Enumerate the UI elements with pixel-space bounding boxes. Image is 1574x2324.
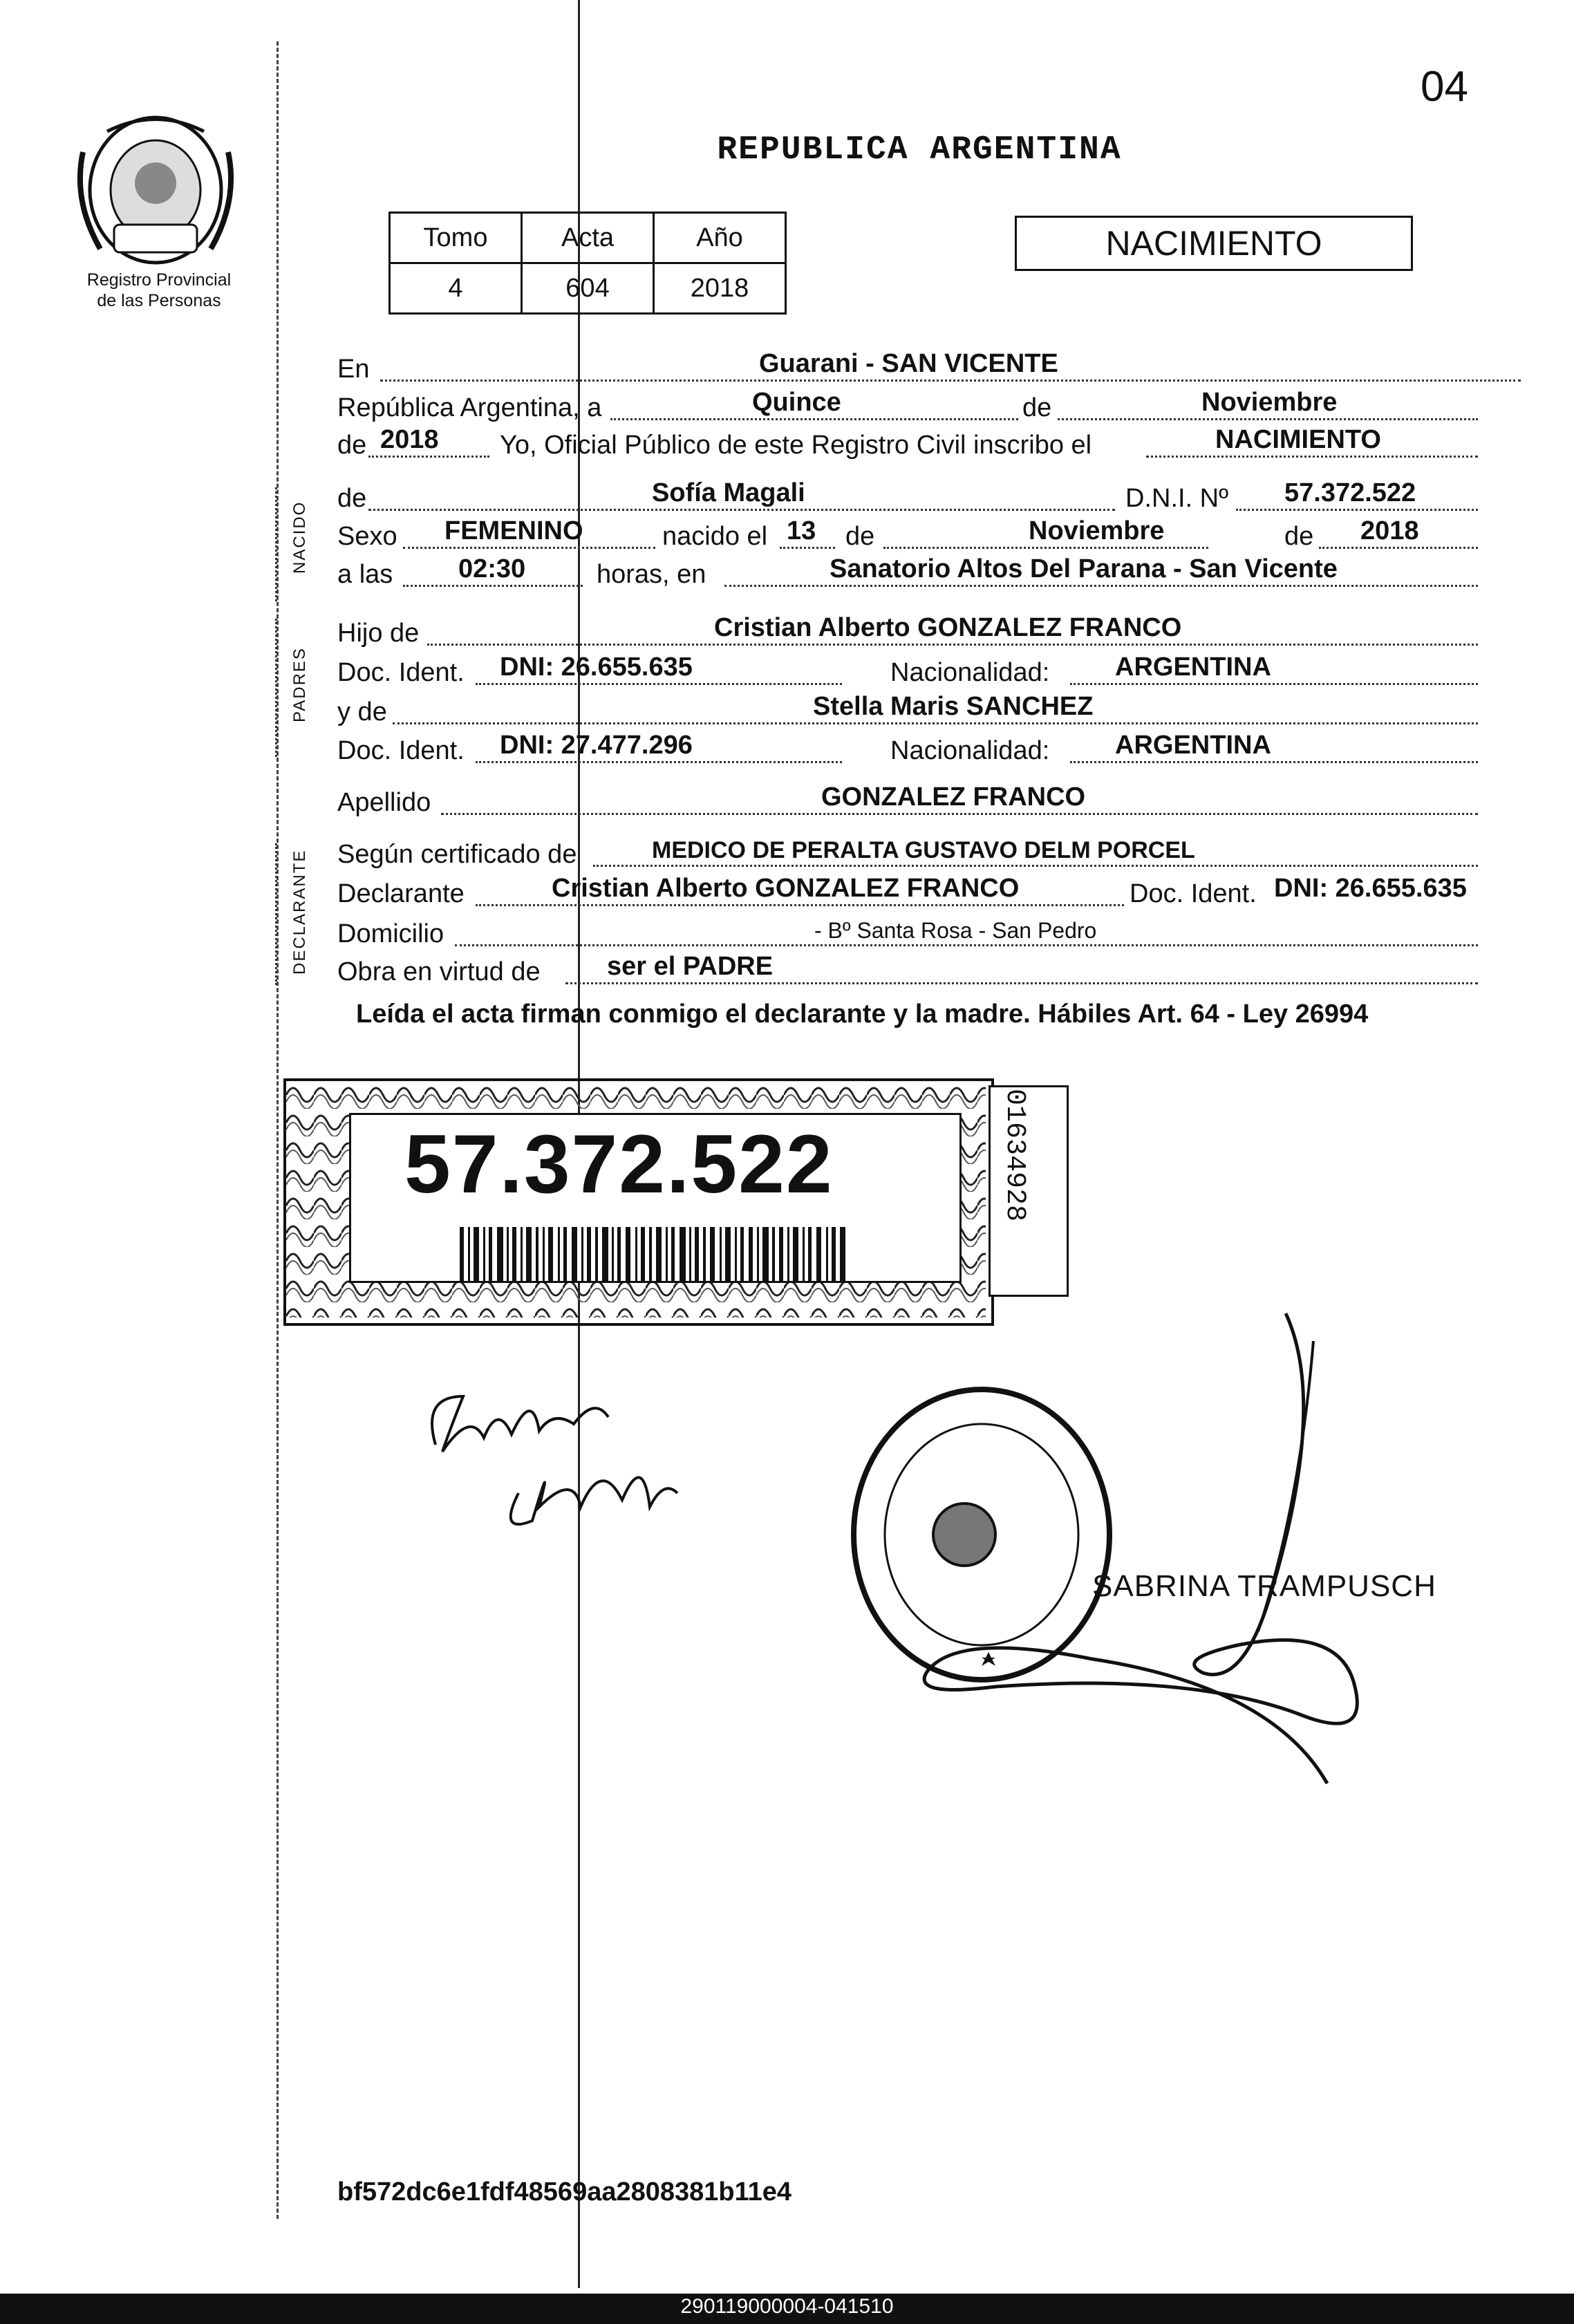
value-dni: 57.372.522: [1284, 478, 1416, 507]
header-acta: Acta: [522, 213, 654, 263]
seal-caption-line-1: Registro Provincial: [86, 270, 232, 290]
value-tomo: 4: [390, 263, 522, 314]
seal-caption-line-2: de las Personas: [97, 291, 221, 310]
value-declarant: Cristian Alberto GONZALEZ FRANCO: [552, 874, 1020, 903]
seal-caption: [55, 270, 263, 311]
row-year-act: [337, 427, 1478, 465]
label-yo-oficial: Yo, Oficial Público de este Registro Civil inscribo el: [500, 431, 1092, 460]
label-doc-ident-2: Doc. Ident.: [337, 736, 465, 765]
row-sex-birth: [337, 518, 1478, 556]
value-place: Guarani - SAN VICENTE: [759, 349, 1058, 378]
document-title: REPUBLICA ARGENTINA: [717, 131, 1122, 169]
row-surname: [337, 785, 1478, 822]
value-day-word: Quince: [752, 388, 841, 417]
footer-code: 290119000004-041510: [680, 2295, 894, 2318]
official-name: SABRINA TRAMPUSCH: [1092, 1569, 1436, 1603]
value-birth-day: 13: [787, 516, 816, 545]
value-birth-month: Noviembre: [1029, 516, 1165, 545]
row-address: [337, 916, 1478, 953]
label-de: de: [1018, 393, 1056, 423]
barcode: [460, 1227, 847, 1286]
stamp-number: 57.372.522: [404, 1118, 834, 1210]
record-type-box: NACIMIENTO: [1015, 216, 1413, 271]
label-dni: D.N.I. Nº: [1125, 484, 1228, 513]
value-father-nat: ARGENTINA: [1115, 653, 1271, 682]
row-name: [337, 480, 1478, 518]
label-declarante: Declarante: [337, 879, 465, 908]
value-month: Noviembre: [1201, 388, 1338, 417]
label-nacido-el: nacido el: [662, 522, 768, 551]
register-table: [388, 212, 787, 315]
label-sexo: Sexo: [337, 522, 397, 551]
row-mother-doc: [337, 733, 1478, 770]
value-by-virtue: ser el PADRE: [607, 952, 774, 981]
value-name: Sofía Magali: [652, 478, 805, 507]
label-a-las: a las: [337, 560, 393, 589]
value-father: Cristian Alberto GONZALEZ FRANCO: [714, 613, 1182, 642]
label-hijo-de: Hijo de: [337, 619, 420, 648]
page-number: 04: [1421, 63, 1468, 111]
serial-number: 01634928: [999, 1089, 1030, 1222]
value-anio: 2018: [654, 263, 786, 314]
value-acta: 604: [522, 263, 654, 314]
label-republica: República Argentina, a: [337, 393, 602, 422]
label-y-de: y de: [337, 697, 387, 727]
row-time-place: [337, 556, 1478, 594]
label-doc-ident: Doc. Ident.: [337, 658, 465, 687]
value-birth-place: Sanatorio Altos Del Parana - San Vicente: [830, 554, 1338, 583]
label-de-name: de: [337, 484, 367, 513]
value-certificate: MEDICO DE PERALTA GUSTAVO DELM PORCEL: [652, 837, 1195, 863]
row-mother: [337, 694, 1478, 731]
value-mother-nat: ARGENTINA: [1115, 731, 1271, 760]
row-declarant: [337, 876, 1478, 913]
label-de-month: de: [845, 522, 875, 551]
label-doc-ident-3: Doc. Ident.: [1125, 879, 1261, 909]
side-label-nacido: NACIDO: [290, 500, 309, 574]
label-domicilio: Domicilio: [337, 919, 444, 948]
header-tomo: Tomo: [390, 213, 522, 263]
value-declarant-doc: DNI: 26.655.635: [1274, 874, 1467, 903]
label-apellido: Apellido: [337, 788, 431, 817]
label-nacionalidad-2: Nacionalidad:: [890, 736, 1050, 765]
row-father: [337, 615, 1478, 653]
label-horas-en: horas, en: [597, 560, 706, 589]
document-hash: bf572dc6e1fdf48569aa2808381b11e4: [337, 2177, 792, 2206]
side-label-declarante: DECLARANTE: [290, 849, 309, 975]
closing-note: Leída el acta firman conmigo el declarante y la madre. Hábiles Art. 64 - Ley 26994: [356, 1000, 1369, 1029]
row-by-virtue: [337, 954, 1478, 991]
row-date: [337, 390, 1478, 427]
row-father-doc: [337, 655, 1478, 692]
province-seal-logo: [66, 111, 245, 273]
side-label-padres: PADRES: [290, 647, 309, 722]
label-segun: Según certificado de: [337, 840, 577, 869]
header-anio: Año: [654, 213, 786, 263]
label-nacionalidad: Nacionalidad:: [890, 658, 1050, 687]
label-obra: Obra en virtud de: [337, 957, 541, 986]
handwritten-signature-left: [415, 1369, 705, 1552]
value-father-doc: DNI: 26.655.635: [500, 653, 693, 682]
page-edge-line: [277, 41, 279, 2219]
value-act: NACIMIENTO: [1215, 425, 1381, 454]
value-time: 02:30: [458, 554, 526, 583]
value-mother-doc: DNI: 27.477.296: [500, 731, 693, 760]
value-surname: GONZALEZ FRANCO: [821, 783, 1086, 812]
label-de-year: de: [337, 431, 367, 460]
value-address: - Bº Santa Rosa - San Pedro: [814, 918, 1097, 943]
label-de-year2: de: [1284, 522, 1314, 551]
value-year: 2018: [380, 425, 439, 454]
row-place: [337, 351, 1478, 388]
value-sex: FEMENINO: [444, 516, 583, 545]
label-en: En: [337, 355, 370, 384]
value-mother: Stella Maris SANCHEZ: [813, 692, 1094, 721]
value-birth-year: 2018: [1360, 516, 1419, 545]
row-certificate: [337, 836, 1478, 874]
official-signature: [912, 1300, 1493, 1801]
